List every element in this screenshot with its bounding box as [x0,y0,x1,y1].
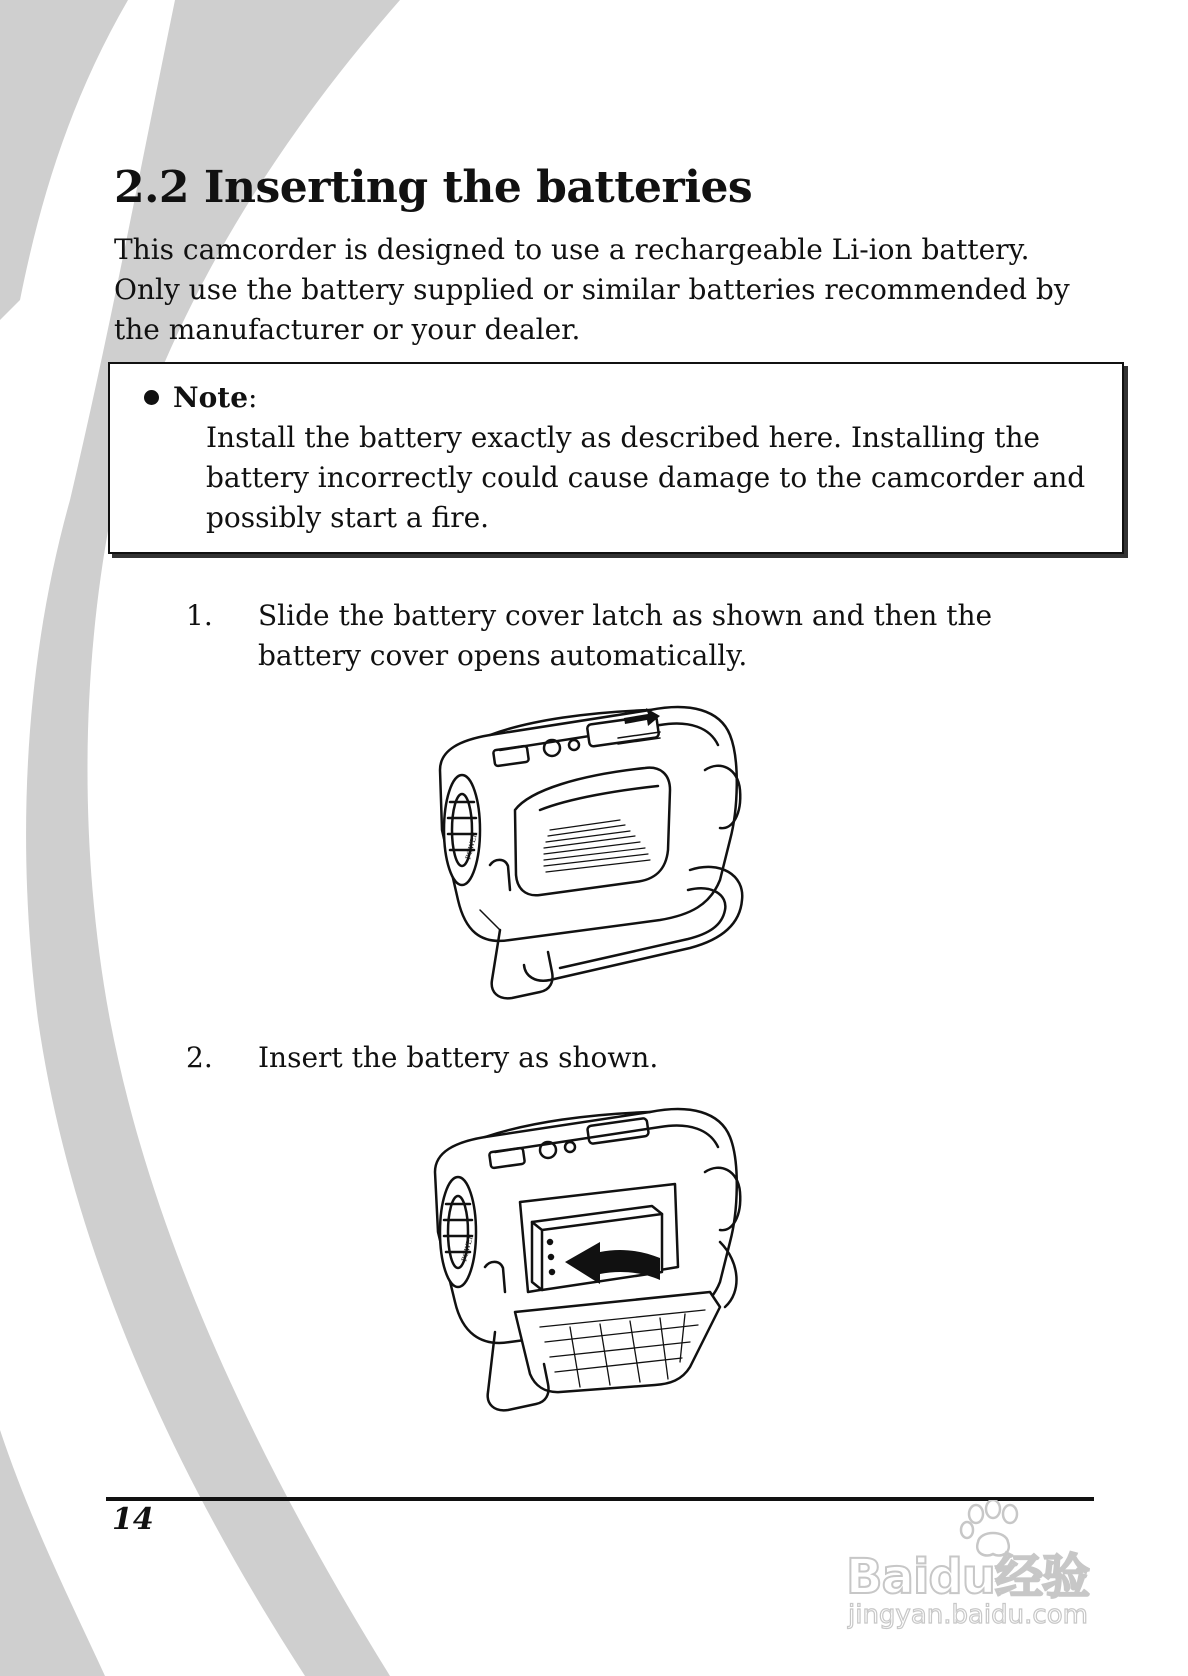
step-line: Insert the battery as shown. [258,1041,659,1074]
step-line: battery cover opens automatically. [258,639,748,672]
bullet-icon [144,390,159,405]
svg-text:POWER: POWER [464,831,480,861]
note-box [108,362,1124,554]
note-line: Install the battery exactly as described here. Installing the [206,421,1040,454]
note-line: possibly start a fire. [206,501,490,534]
intro-line: the manufacturer or your dealer. [114,313,581,346]
intro-line: Only use the battery supplied or similar batteries recommended by [114,273,1070,306]
note-label: Note [173,381,249,414]
note-heading [144,378,257,418]
step-1 [186,596,1046,676]
watermark-brand: Baidu经验 [846,1549,1089,1605]
camcorder-insert-battery-icon [420,1092,770,1432]
watermark-url: jingyan.baidu.com [848,1600,1088,1630]
step-2 [186,1038,1046,1078]
page-number: 14 [112,1502,154,1537]
watermark [840,1500,1120,1630]
page-heading: 2.2 Inserting the batteries [114,162,753,213]
step-number: 2. [186,1041,213,1074]
intro-paragraph [114,230,1104,350]
note-colon: : [248,381,258,414]
note-body [206,418,1106,538]
step-text [258,1038,1038,1078]
camcorder-cover-open-icon [420,690,770,1020]
step-text [258,596,1038,676]
intro-line: This camcorder is designed to use a rechargeable Li-ion battery. [114,233,1030,266]
step-line: Slide the battery cover latch as shown and then the [258,599,993,632]
step-number: 1. [186,599,213,632]
svg-text:POWER: POWER [460,1233,476,1263]
note-line: battery incorrectly could cause damage to the camcorder and [206,461,1086,494]
